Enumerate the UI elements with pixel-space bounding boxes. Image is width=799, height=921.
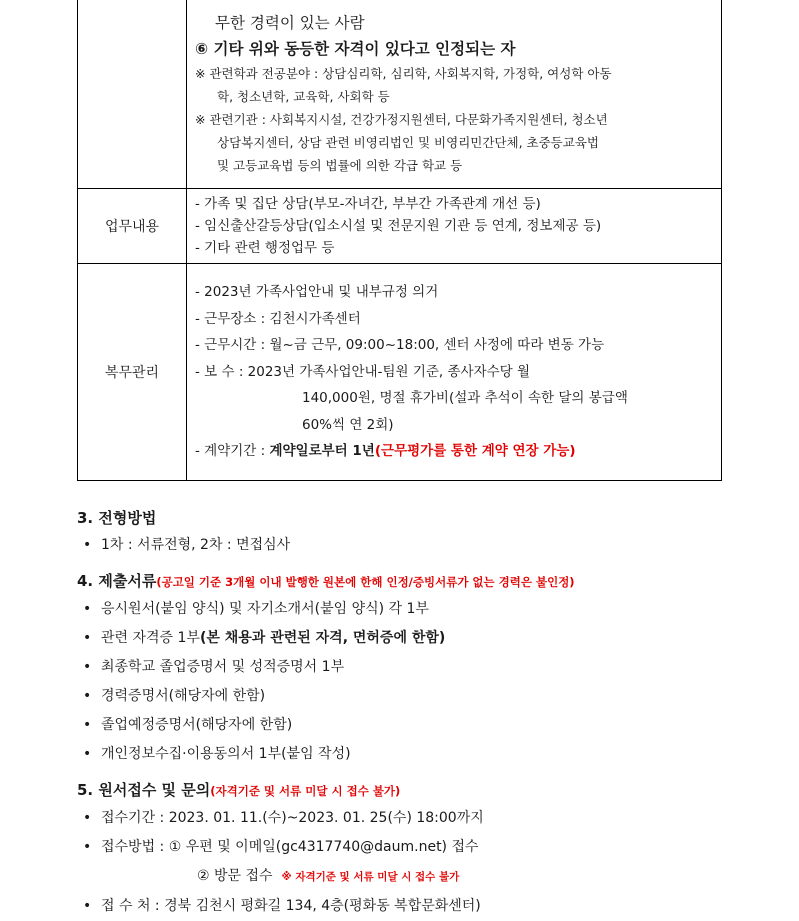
- duty-line: - 기타 관련 행정업무 등: [195, 240, 335, 256]
- list-item: [77, 531, 757, 560]
- section-documents: [77, 568, 757, 769]
- contract-extension-note: (근무평가를 통한 계약 연장 가능): [374, 443, 576, 460]
- service-row: [78, 264, 722, 481]
- service-pay: 140,000원, 명절 휴가비(설과 추석이 속한 달의 봉급액: [302, 390, 628, 407]
- qualification-row: [78, 0, 722, 189]
- service-place: - 근무장소 : 김천시가족센터: [195, 310, 361, 327]
- service-basis: - 2023년 가족사업안내 및 내부규정 의거: [195, 284, 439, 301]
- duty-line: - 가족 및 집단 상담(부모-자녀간, 부부간 가족관계 개선 등): [195, 196, 541, 212]
- section-title-row: [77, 777, 757, 804]
- service-content: [187, 264, 722, 481]
- section-title: 5. 원서접수 및 문의: [77, 781, 211, 799]
- list-item-text: 졸업예정증명서(해당자에 한함): [101, 717, 293, 733]
- duties-row: [78, 189, 722, 264]
- list-item: [77, 740, 757, 769]
- qualification-note: ※ 관련기관 : 사회복지시설, 건강가정지원센터, 다문화가족지원센터, 청소년: [195, 112, 608, 127]
- duty-line: - 임신출산갈등상담(입소시설 및 전문지원 기관 등 연계, 정보제공 등): [195, 218, 602, 234]
- list-item-text: 1차 : 서류전형, 2차 : 면접심사: [101, 537, 291, 553]
- contract-term: 계약일로부터 1년: [269, 443, 375, 460]
- list-item-text: 경력증명서(해당자에 한함): [101, 688, 266, 704]
- section-note: (자격기준 및 서류 미달 시 접수 불가): [210, 784, 401, 798]
- duties-content: [187, 189, 722, 264]
- application-method-note: ※ 자격기준 및 서류 미달 시 접수 불가: [281, 871, 460, 883]
- bullet: •: [83, 810, 92, 826]
- list-item-text: 최종학교 졸업증명서 및 성적증명서 1부: [101, 659, 345, 675]
- qualification-label-cell: [78, 0, 187, 189]
- contract-prefix: - 계약기간 :: [195, 443, 270, 460]
- qualification-content: [187, 0, 722, 189]
- list-item-text: 개인정보수집·이용동의서 1부(붙임 작성): [101, 746, 351, 762]
- list-item: [77, 711, 757, 740]
- section-title: 4. 제출서류: [77, 572, 157, 590]
- qualification-note: ※ 관련학과 전공분야 : 상담심리학, 심리학, 사회복지학, 가정학, 여성학 아동: [195, 66, 612, 81]
- bullet: •: [83, 601, 92, 617]
- bullet: •: [83, 746, 92, 762]
- bullet: •: [83, 717, 92, 733]
- service-contract: [195, 438, 713, 465]
- service-label: 복무관리: [78, 264, 187, 481]
- list-item-text: 응시원서(붙임 양식) 및 자기소개서(붙임 양식) 각 1부: [101, 601, 429, 617]
- recruitment-table: [77, 0, 722, 481]
- list-item: [77, 682, 757, 711]
- bullet: •: [83, 898, 92, 914]
- duties-label: 업무내용: [78, 189, 187, 264]
- section-note: (공고일 기준 3개월 이내 발행한 원본에 한해 인정/증빙서류가 없는 경력은 불인정): [156, 575, 575, 589]
- qualification-line: 무한 경력이 있는 사람: [215, 14, 365, 32]
- qualification-line: ⑥ 기타 위와 동등한 자격이 있다고 인정되는 자: [195, 40, 516, 58]
- sections: [77, 505, 757, 921]
- qualification-note: 및 고등교육법 등의 법률에 의한 각급 학교 등: [217, 158, 463, 173]
- bullet: •: [83, 839, 92, 855]
- list-item: [77, 862, 757, 892]
- section-selection-method: [77, 505, 757, 560]
- list-item: [77, 653, 757, 682]
- list-item: [77, 833, 757, 862]
- application-place: 접 수 처 : 경북 김천시 평화길 134, 4층(평화동 복합문화센터): [101, 898, 481, 914]
- section-title-row: [77, 568, 757, 595]
- qualification-note: 상담복지센터, 상담 관련 비영리법인 및 비영리민간단체, 초중등교육법: [217, 135, 599, 150]
- service-pay: 60%씩 연 2회): [302, 416, 394, 433]
- list-item: [77, 595, 757, 624]
- bullet: •: [83, 659, 92, 675]
- application-method: 접수방법 : ① 우편 및 이메일(gc4317740@daum.net) 접수: [101, 839, 479, 855]
- service-hours: - 근무시간 : 월~금 근무, 09:00~18:00, 센터 사정에 따라 변동 가능: [195, 337, 605, 354]
- qualification-note: 학, 청소년학, 교육학, 사회학 등: [217, 89, 390, 104]
- service-pay: - 보 수 : 2023년 가족사업안내-팀원 기준, 종사자수당 월: [195, 363, 531, 380]
- bullet: •: [83, 537, 92, 553]
- list-item-text: 관련 자격증 1부: [101, 630, 200, 646]
- section-title: 3. 전형방법: [77, 509, 157, 527]
- section-application: [77, 777, 757, 921]
- list-item: [77, 624, 757, 653]
- bullet: •: [83, 688, 92, 704]
- application-method-visit: ② 방문 접수: [197, 868, 273, 884]
- application-period: 접수기간 : 2023. 01. 11.(수)~2023. 01. 25(수) 18:00까지: [101, 810, 484, 826]
- list-item: [77, 804, 757, 833]
- list-item-emphasis: (본 채용과 관련된 자격, 면허증에 한함): [199, 630, 446, 646]
- bullet: •: [83, 630, 92, 646]
